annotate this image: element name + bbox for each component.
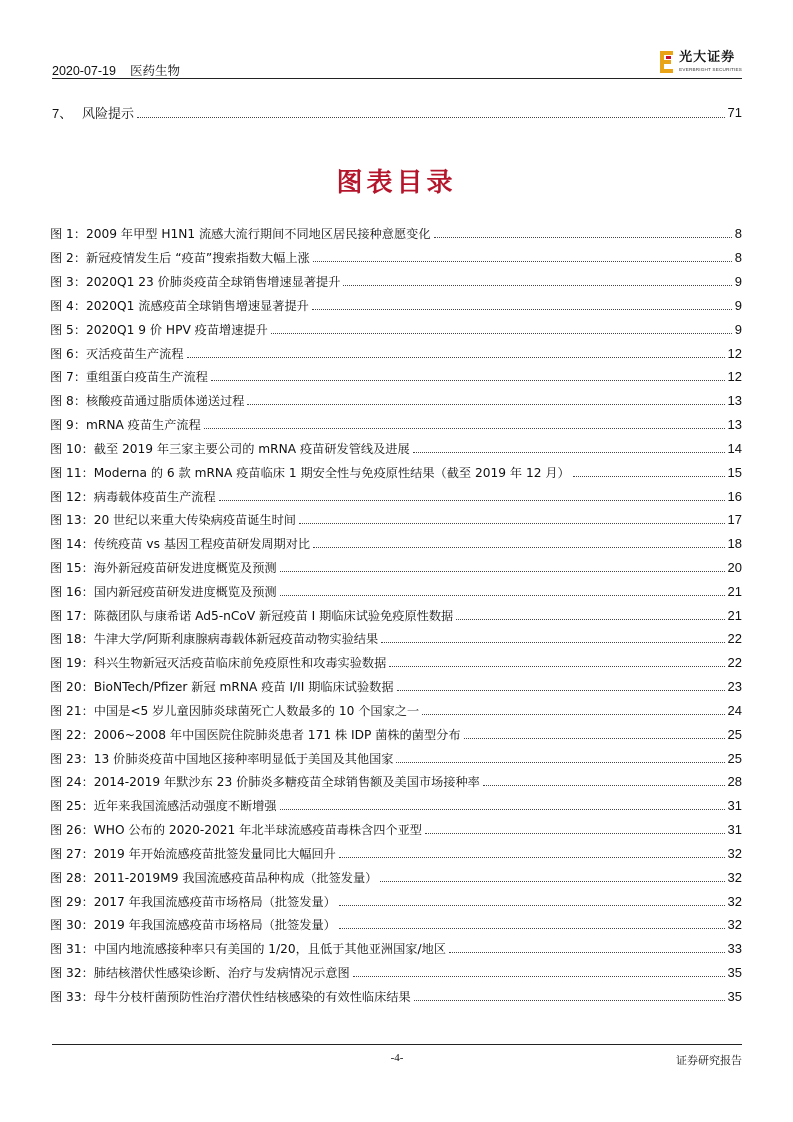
figure-list-item[interactable] xyxy=(50,270,742,294)
figure-page: 22 xyxy=(727,655,742,671)
figure-list-item[interactable] xyxy=(50,556,742,580)
leader-dots xyxy=(353,976,725,977)
figure-label: 图 7：重组蛋白疫苗生产流程 xyxy=(50,370,208,385)
figure-label: 图 22：2006~2008 年中国医院住院肺炎患者 171 株 IDP 菌株的菌型分布 xyxy=(50,727,461,742)
figure-list-item[interactable] xyxy=(50,722,742,746)
figure-list-title: 图表目录 xyxy=(336,168,457,198)
leader-dots xyxy=(280,595,725,596)
leader-dots xyxy=(464,738,725,739)
figure-label: 图 4：2020Q1 流感疫苗全球销售增速显著提升 xyxy=(50,298,309,313)
figure-list-item[interactable] xyxy=(50,746,742,770)
figure-page: 23 xyxy=(727,679,742,695)
figure-page: 14 xyxy=(727,440,742,456)
figure-label: 图 11：Moderna 的 6 款 mRNA 疫苗临床 1 期安全性与免疫原性结果（截至 2019 年 12 月） xyxy=(50,465,570,480)
figure-list-item[interactable] xyxy=(50,365,742,389)
everbright-logo-icon xyxy=(659,50,675,74)
leader-dots xyxy=(483,785,725,786)
leader-dots xyxy=(211,380,725,381)
figure-page: 17 xyxy=(727,512,742,528)
figure-label: 图 27：2019 年开始流感疫苗批签发量同比大幅回升 xyxy=(50,846,336,861)
figure-page: 12 xyxy=(727,369,742,385)
figure-list-item[interactable] xyxy=(50,865,742,889)
figure-label: 图 14：传统疫苗 vs 基因工程疫苗研发周期对比 xyxy=(50,537,311,552)
figure-page: 32 xyxy=(727,845,742,861)
leader-dots xyxy=(414,1000,725,1001)
header-rule xyxy=(52,78,742,79)
figure-label: 图 13：20 世纪以来重大传染病疫苗诞生时间 xyxy=(50,513,296,528)
figure-label: 图 16：国内新冠疫苗研发进度概览及预测 xyxy=(50,584,277,599)
figure-label: 图 24：2014-2019 年默沙东 23 价肺炎多糖疫苗全球销售额及美国市场接种率 xyxy=(50,775,480,790)
leader-dots xyxy=(413,452,725,453)
figure-list-item[interactable] xyxy=(50,651,742,675)
figure-page: 20 xyxy=(727,560,742,575)
leader-dots xyxy=(299,523,725,524)
figure-label: 图 30：2019 年我国流感疫苗市场格局（批签发量） xyxy=(50,918,336,933)
leader-dots xyxy=(313,547,724,548)
leader-dots xyxy=(456,619,724,620)
toc-entry-title: 风险提示 xyxy=(82,106,135,122)
figure-list-item[interactable] xyxy=(50,699,742,723)
figure-list-item[interactable] xyxy=(50,627,742,651)
figure-list-item[interactable] xyxy=(50,770,742,794)
figure-label: 图 19：科兴生物新冠灭活疫苗临床前免疫原性和攻毒实验数据 xyxy=(50,656,387,671)
figure-list-item[interactable] xyxy=(50,246,742,270)
leader-dots xyxy=(396,762,724,763)
figure-page: 24 xyxy=(727,702,742,718)
footer-report-type: 证券研究报告 xyxy=(676,1054,742,1067)
figure-list-item[interactable] xyxy=(50,889,742,913)
leader-dots xyxy=(219,500,725,501)
figure-list-item[interactable] xyxy=(50,532,742,556)
figure-list-item[interactable] xyxy=(50,961,742,985)
figure-page: 9 xyxy=(734,274,742,290)
figure-label: 图 32：肺结核潜伏性感染诊断、治疗与发病情况示意图 xyxy=(50,966,350,981)
figure-page: 32 xyxy=(727,917,742,933)
figure-list-item[interactable] xyxy=(50,508,742,532)
footer-rule xyxy=(52,1044,742,1045)
leader-dots xyxy=(434,237,732,238)
figure-page: 21 xyxy=(727,607,742,623)
figure-label: 图 6：灭活疫苗生产流程 xyxy=(50,346,184,361)
logo-english-name: EVERBRIGHT SECURITIES xyxy=(679,67,742,72)
figure-page: 8 xyxy=(734,250,742,266)
figure-page: 13 xyxy=(727,417,742,433)
figure-label: 图 29：2017 年我国流感疫苗市场格局（批签发量） xyxy=(50,894,336,909)
page-footer xyxy=(52,1044,742,1067)
toc-entry-risk[interactable] xyxy=(52,103,742,121)
figure-label: 图 12：病毒载体疫苗生产流程 xyxy=(50,489,216,504)
leader-dots xyxy=(339,857,725,858)
figure-page: 32 xyxy=(727,869,742,885)
figure-page: 16 xyxy=(727,488,742,504)
figure-list-item[interactable] xyxy=(50,913,742,937)
figure-list-item[interactable] xyxy=(50,341,742,365)
figure-page: 31 xyxy=(727,798,742,814)
figure-page: 25 xyxy=(727,750,742,766)
figure-list-item[interactable] xyxy=(50,317,742,341)
figure-list-item[interactable] xyxy=(50,484,742,508)
figure-label: 图 21：中国是<5 岁儿童因肺炎球菌死亡人数最多的 10 个国家之一 xyxy=(50,703,420,718)
leader-dots xyxy=(280,809,725,810)
header-sector: 医药生物 xyxy=(129,64,180,78)
figure-label: 图 26：WHO 公布的 2020-2021 年北半球流感疫苗毒株含四个亚型 xyxy=(50,823,422,838)
leader-dots xyxy=(187,357,725,358)
figure-page: 18 xyxy=(727,536,742,552)
leader-dots xyxy=(313,261,732,262)
page-header xyxy=(52,50,742,80)
figure-label: 图 23：13 价肺炎疫苗中国地区接种率明显低于美国及其他国家 xyxy=(50,751,394,766)
figure-list xyxy=(50,222,742,1008)
figure-page: 9 xyxy=(734,297,742,313)
figure-list-item[interactable] xyxy=(50,389,742,413)
figure-label: 图 20：BioNTech/Pfizer 新冠 mRNA 疫苗 I/II 期临床试验数据 xyxy=(50,680,394,695)
leader-dots xyxy=(380,881,724,882)
figure-page: 9 xyxy=(734,321,742,337)
figure-label: 图 15：海外新冠疫苗研发进度概览及预测 xyxy=(50,561,277,575)
figure-page: 35 xyxy=(727,965,742,981)
figure-page: 21 xyxy=(727,583,742,599)
figure-label: 图 33：母牛分枝杆菌预防性治疗潜伏性结核感染的有效性临床结果 xyxy=(50,989,411,1004)
leader-dots xyxy=(280,571,725,572)
figure-label: 图 5：2020Q1 9 价 HPV 疫苗增速提升 xyxy=(50,322,268,337)
leader-dots xyxy=(204,428,725,429)
figure-list-item[interactable] xyxy=(50,413,742,437)
figure-label: 图 1：2009 年甲型 H1N1 流感大流行期间不同地区居民接种意愿变化 xyxy=(50,227,431,242)
figure-label: 图 8：核酸疫苗通过脂质体递送过程 xyxy=(50,394,245,409)
leader-dots xyxy=(422,714,724,715)
leader-dots xyxy=(247,404,724,405)
leader-dots xyxy=(397,690,725,691)
figure-label: 图 9：mRNA 疫苗生产流程 xyxy=(50,418,201,433)
figure-page: 13 xyxy=(727,393,742,409)
figure-list-item[interactable] xyxy=(50,222,742,246)
leader-dots xyxy=(271,333,732,334)
header-meta xyxy=(52,61,180,79)
figure-label: 图 10：截至 2019 年三家主要公司的 mRNA 疫苗研发管线及进展 xyxy=(50,441,410,456)
figure-page: 33 xyxy=(727,941,742,957)
figure-page: 25 xyxy=(727,726,742,742)
figure-list-item[interactable] xyxy=(50,603,742,627)
figure-list-item[interactable] xyxy=(50,675,742,699)
company-logo xyxy=(659,50,742,76)
figure-list-item[interactable] xyxy=(50,937,742,961)
leader-dots xyxy=(339,928,725,929)
toc-entry-page: 71 xyxy=(727,104,742,120)
leader-dots xyxy=(381,642,724,643)
figure-page: 22 xyxy=(727,631,742,647)
toc-leader-dots xyxy=(137,117,725,118)
figure-page: 12 xyxy=(727,345,742,361)
leader-dots xyxy=(343,285,731,286)
leader-dots xyxy=(339,905,725,906)
figure-list-item[interactable] xyxy=(50,818,742,842)
figure-page: 28 xyxy=(727,774,742,790)
figure-label: 图 31：中国内地流感接种率只有美国的 1/20，且低于其他亚洲国家/地区 xyxy=(50,942,446,957)
figure-list-item[interactable] xyxy=(50,794,742,818)
leader-dots xyxy=(449,952,725,953)
figure-list-item[interactable] xyxy=(50,985,742,1009)
figure-list-item[interactable] xyxy=(50,293,742,317)
figure-label: 图 18：牛津大学/阿斯利康腺病毒载体新冠疫苗动物实验结果 xyxy=(50,632,379,647)
figure-label: 图 25：近年来我国流感活动强度不断增强 xyxy=(50,799,277,814)
figure-page: 8 xyxy=(734,226,742,242)
figure-list-item[interactable] xyxy=(50,842,742,866)
header-date: 2020-07-19 xyxy=(52,64,116,78)
figure-label: 图 2：新冠疫情发生后 “疫苗”搜索指数大幅上涨 xyxy=(50,251,310,266)
figure-list-item[interactable] xyxy=(50,436,742,460)
leader-dots xyxy=(425,833,725,834)
figure-label: 图 28：2011-2019M9 我国流感疫苗品种构成（批签发量） xyxy=(50,870,378,885)
figure-list-item[interactable] xyxy=(50,460,742,484)
figure-page: 31 xyxy=(727,822,742,838)
footer-page-number: -4- xyxy=(390,1052,404,1064)
toc-entry-number: 7、 xyxy=(52,105,73,121)
figure-list-item[interactable] xyxy=(50,579,742,603)
figure-label: 图 17：陈薇团队与康希诺 Ad5-nCoV 新冠疫苗 I 期临床试验免疫原性数据 xyxy=(50,608,454,623)
leader-dots xyxy=(389,666,724,667)
logo-chinese-name: 光大证券 xyxy=(679,50,736,65)
figure-page: 32 xyxy=(727,893,742,909)
leader-dots xyxy=(573,476,725,477)
leader-dots xyxy=(312,309,732,310)
figure-page: 35 xyxy=(727,988,742,1004)
figure-label: 图 3：2020Q1 23 价肺炎疫苗全球销售增速显著提升 xyxy=(50,275,341,290)
figure-page: 15 xyxy=(727,464,742,480)
